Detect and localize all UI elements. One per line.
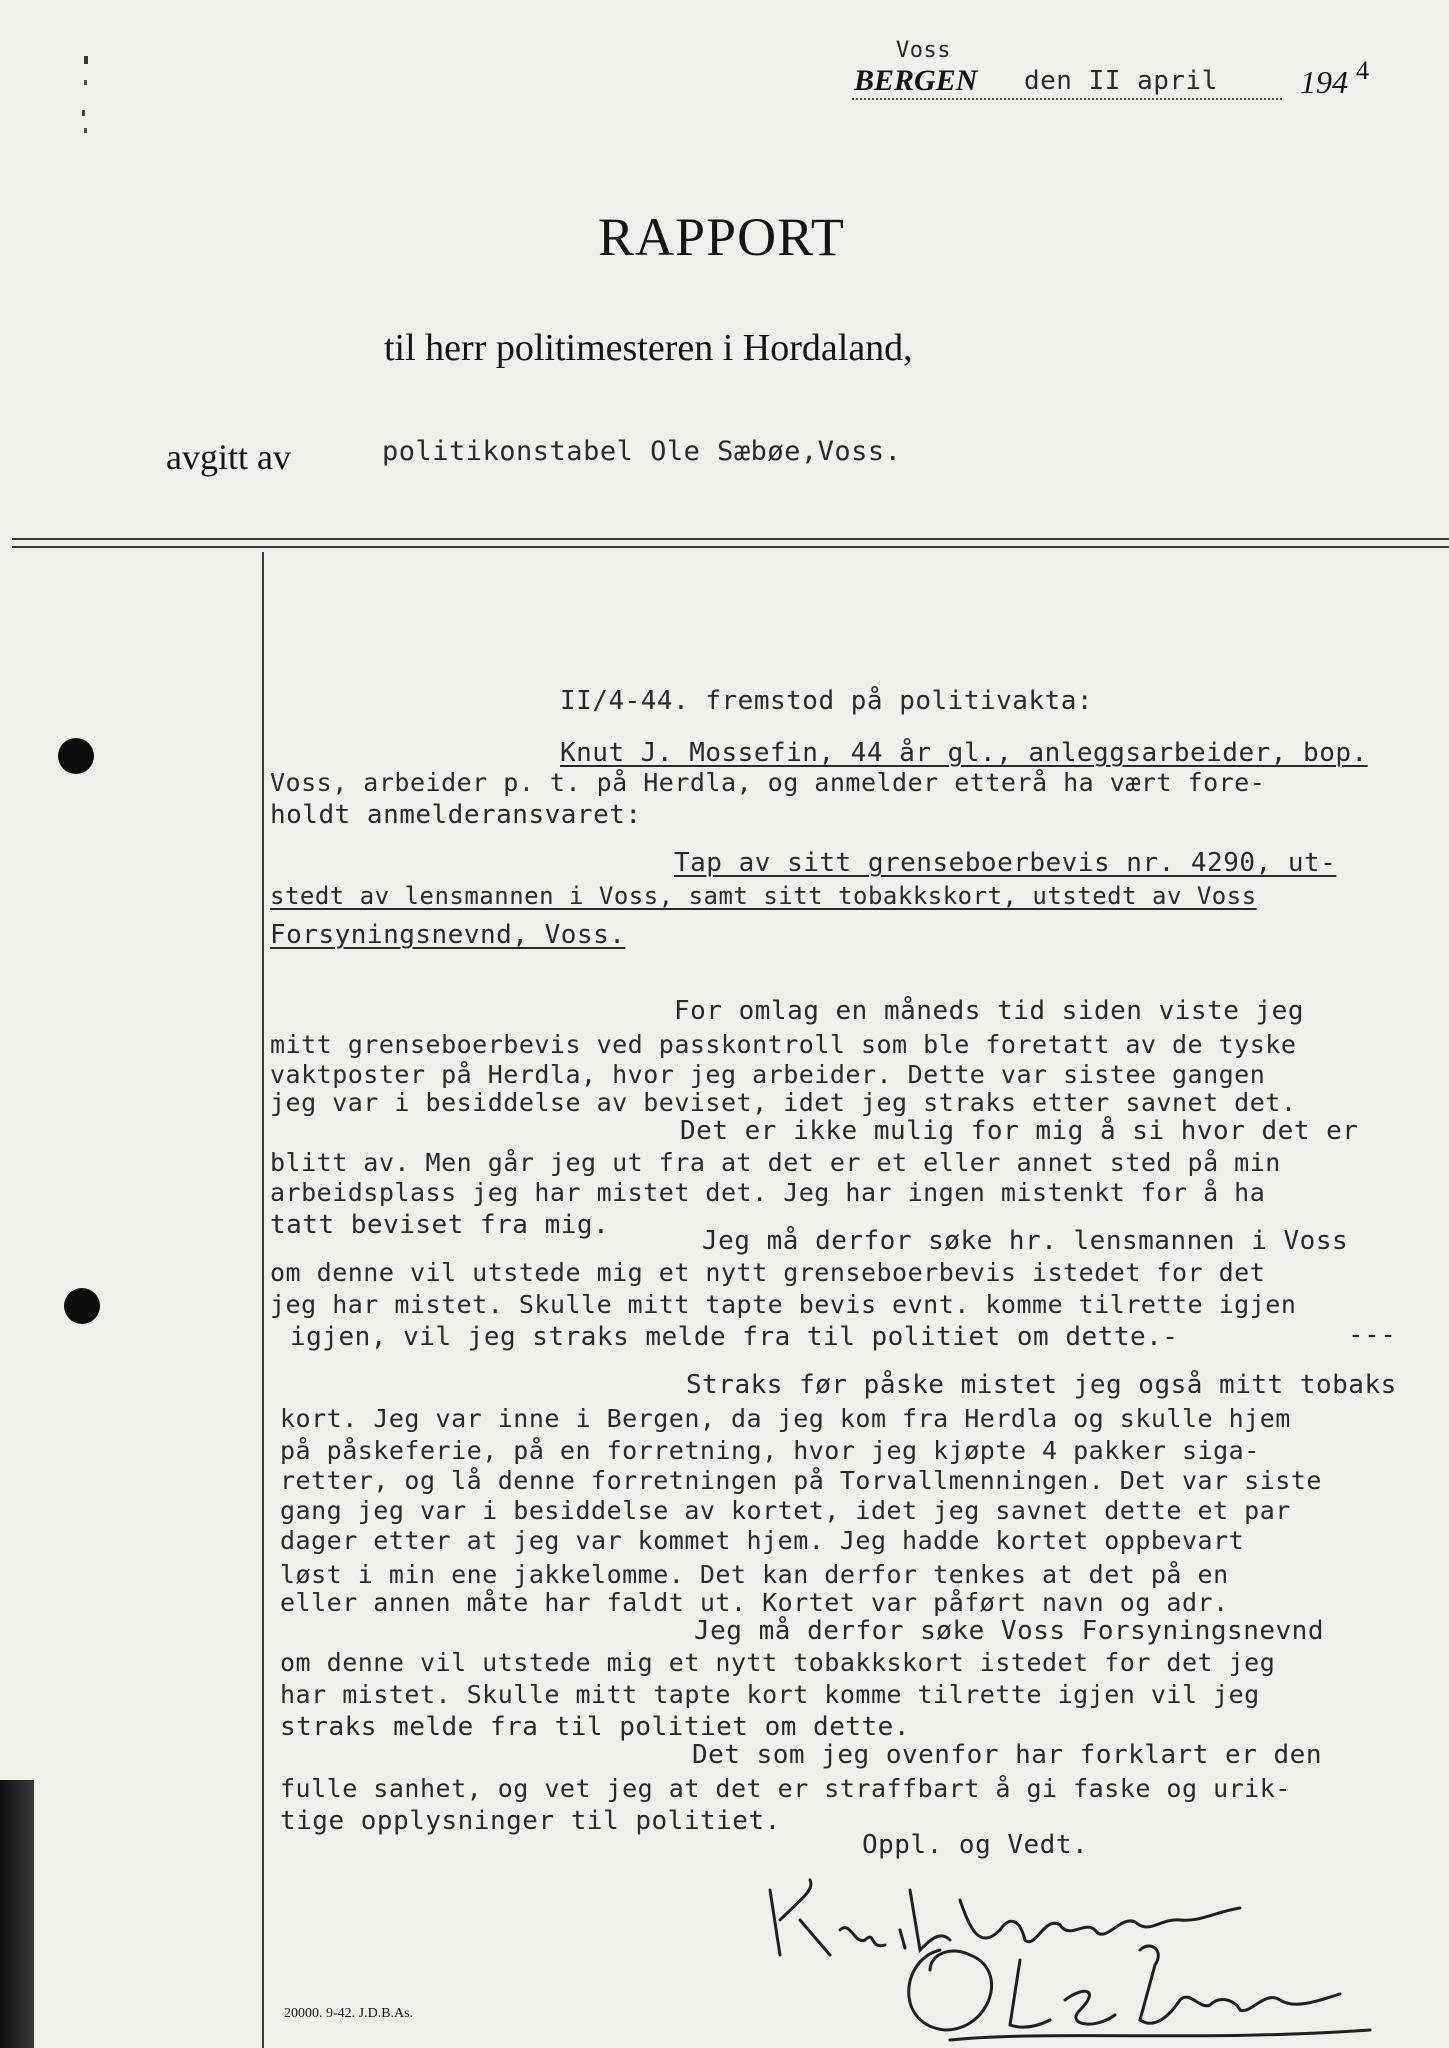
body-line: straks melde fra til politiet om dette.	[280, 1712, 910, 1742]
body-line: igjen, vil jeg straks melde fra til politiet om dette.-	[290, 1322, 1179, 1352]
body-line: tatt beviset fra mig.	[270, 1210, 610, 1240]
body-line: stedt av lensmannen i Voss, samt sitt tobakkskort, utstedt av Voss	[270, 882, 1257, 910]
body-line: II/4-44. fremstod på politivakta:	[560, 686, 1094, 716]
place-typed: Voss	[896, 38, 951, 63]
header-date: den II april	[1024, 66, 1218, 96]
given-by-label: avgitt av	[166, 437, 291, 477]
body-line: Knut J. Mossefin, 44 år gl., anleggsarbeider, bop.	[560, 738, 1368, 768]
body-line: tige opplysninger til politiet.	[280, 1806, 781, 1836]
body-line: Det er ikke mulig for mig å si hvor det er	[680, 1116, 1359, 1146]
body-line: dager etter at jeg var kommet hjem. Jeg hadde kortet oppbevart	[280, 1526, 1245, 1555]
body-line: på påskeferie, på en forretning, hvor jeg kjøpte 4 pakker siga-	[280, 1436, 1260, 1465]
body-line: om denne vil utstede mig et nytt tobakkskort istedet for det jeg	[280, 1648, 1276, 1677]
body-line: fulle sanhet, og vet jeg at det er straffbart å gi faske og urik-	[280, 1774, 1291, 1803]
year-typed: 4	[1356, 56, 1369, 85]
given-by-value: politikonstabel Ole Sæbøe,Voss.	[382, 436, 902, 467]
body-line: mitt grenseboerbevis ved passkontroll som ble foretatt av de tyske	[270, 1030, 1297, 1059]
body-line: retter, og lå denne forretningen på Torvallmenningen. Det var siste	[280, 1466, 1322, 1495]
body-line: Straks før påske mistet jeg også mitt tobaks	[686, 1370, 1397, 1400]
body-line: Voss, arbeider p. t. på Herdla, og anmelder etterå ha vært fore-	[270, 768, 1266, 797]
body-line: Oppl. og Vedt.	[862, 1830, 1089, 1860]
body-line: gang jeg var i besiddelse av kortet, idet jeg savnet dette et par	[280, 1496, 1291, 1525]
place-printed: BERGEN	[854, 64, 978, 97]
body-line: Jeg må derfor søke Voss Forsyningsnevnd	[694, 1616, 1324, 1646]
document-title: RAPPORT	[598, 207, 845, 267]
margin-mark	[82, 110, 85, 116]
body-line: blitt av. Men går jeg ut fra at det er et eller annet sted på min	[270, 1148, 1281, 1177]
body-line: holdt anmelderansvaret:	[270, 800, 642, 830]
dash-mark: ---	[1348, 1320, 1397, 1350]
body-line: Forsyningsnevnd, Voss.	[270, 920, 626, 950]
scan-shadow	[0, 1780, 34, 2048]
date-dotted-line	[852, 98, 1282, 100]
margin-mark	[84, 128, 87, 133]
body-line: Det som jeg ovenfor har forklart er den	[692, 1740, 1322, 1770]
body-line: jeg har mistet. Skulle mitt tapte bevis evnt. komme tilrette igjen	[270, 1290, 1297, 1319]
header-rule-top	[12, 538, 1449, 540]
body-line: løst i min ene jakkelomme. Det kan derfor tenkes at det på en	[280, 1560, 1229, 1589]
body-line: jeg var i besiddelse av beviset, idet jeg straks etter savnet det.	[270, 1088, 1297, 1117]
body-line: arbeidsplass jeg har mistet det. Jeg har ingen mistenkt for å ha	[270, 1178, 1266, 1207]
margin-mark	[84, 80, 87, 85]
margin-rule	[262, 552, 264, 2048]
print-code: 20000. 9-42. J.D.B.As.	[284, 2006, 414, 2021]
signature-ole-saeboe	[900, 1930, 1380, 2048]
body-line: kort. Jeg var inne i Bergen, da jeg kom fra Herdla og skulle hjem	[280, 1404, 1291, 1433]
body-line: Tap av sitt grenseboerbevis nr. 4290, ut-	[674, 848, 1337, 878]
header-rule-bottom	[12, 546, 1449, 548]
addressee-line: til herr politimesteren i Hordaland,	[384, 327, 913, 369]
body-line: om denne vil utstede mig et nytt grenseboerbevis istedet for det	[270, 1258, 1266, 1287]
body-line: eller annen måte har faldt ut. Kortet var påført navn og adr.	[280, 1588, 1229, 1617]
body-line: For omlag en måneds tid siden viste jeg	[674, 996, 1304, 1026]
year-printed: 194	[1300, 64, 1348, 100]
body-line: Jeg må derfor søke hr. lensmannen i Voss	[702, 1226, 1349, 1256]
body-line: vaktposter på Herdla, hvor jeg arbeider. Dette var sistee gangen	[270, 1060, 1266, 1089]
punch-hole-top	[58, 738, 94, 774]
body-line: har mistet. Skulle mitt tapte kort komme tilrette igjen vil jeg	[280, 1680, 1260, 1709]
margin-mark	[84, 56, 88, 64]
punch-hole-bottom	[64, 1288, 100, 1324]
